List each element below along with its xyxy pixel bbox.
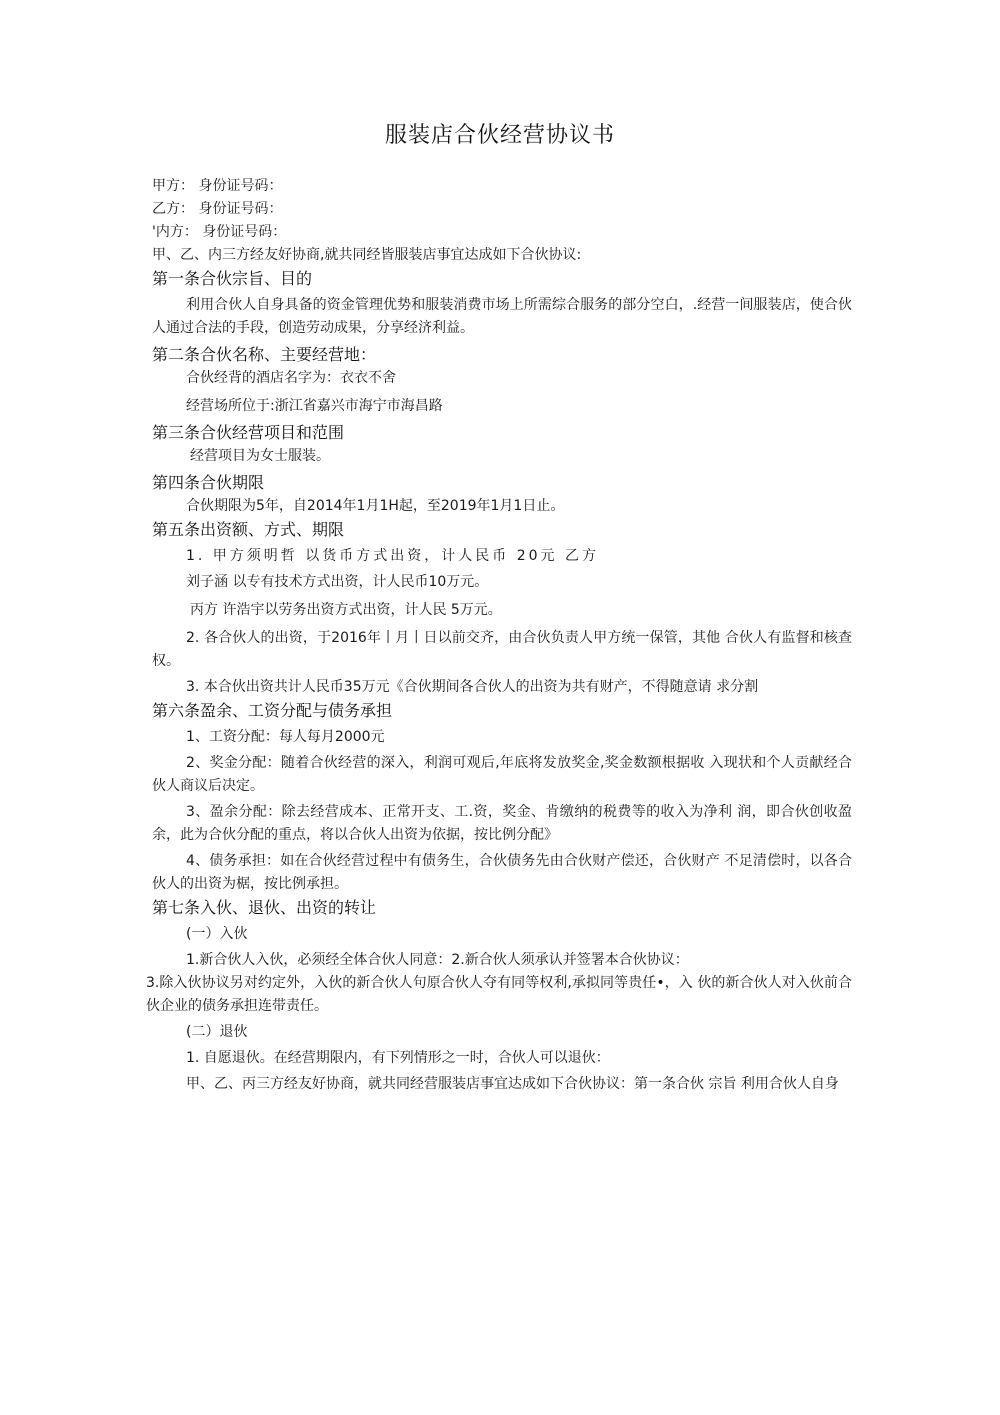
- article7-sub1-item1: 1.新合伙人入伙，必须经全体合伙人同意：2.新合伙人须承认并签署本合伙协议：: [186, 952, 689, 968]
- article1-text: 利用合伙人自身具备的资金管理优势和服装消费市场上所需综合服务的部分空白，.经营一间服装店，使合伙人通过合法的手段，创造劳动成果，分享经济利益。: [152, 297, 852, 336]
- article7-sub2-item1: 1. 自愿退伙。在经营期限内，有下列情形之一时，合伙人可以退伙：: [186, 1050, 610, 1066]
- closing-text: 甲、乙、丙三方经友好协商，就共同经营服装店事宜达成如下合伙协议：第一条合伙 宗旨 利用合伙人自身: [186, 1076, 839, 1092]
- party-a-line: 甲方： 身份证号码：: [152, 178, 283, 194]
- article7-heading: 第七条入伙、退伙、出资的转让: [152, 898, 377, 917]
- party-c-line: '内方： 身份证号码：: [152, 224, 287, 240]
- article5-item1-line2: 刘子涵 以专有技术方式出资，计人民币10万元。: [186, 574, 489, 590]
- article5-item2: 2. 各合伙人的出资，于2016年丨月丨日以前交齐，由合伙负责人甲方统一保管，其他 合伙人有监督和核查权。: [152, 630, 852, 669]
- article5-item1-line3: 丙方 许浩宇以劳务出资方式出资，计人民 5万元。: [190, 602, 502, 618]
- article6-item2: 2、奖金分配：随着合伙经营的深入，利润可观后,年底将发放奖金,奖金数额根据收 入现状和个人贡献经合伙人商议后决定。: [152, 755, 852, 794]
- article5-heading: 第五条出资额、方式、期限: [152, 520, 345, 539]
- article6-item3: 3、盈余分配：除去经营成本、正常开支、工.资，奖金、肯缴纳的税费等的收入为净利 润，即合伙创收盈余，此为合伙分配的重点，将以合伙人出资为依据，按比例分配》: [152, 804, 852, 843]
- article7-sub1-item3: 3.除入伙协议另对约定外，入伙的新合伙人句原合伙人夺有同等权利,承拟同等贵任•，入 伙的新合伙人对入伙前合伙企业的债务承担连带责任。: [146, 975, 852, 1014]
- article6-item4: 4、债务承担：如在合伙经营过程中有债务生，合伙债务先由合伙财产偿还，合伙财产 不足清偿时，以各合伙人的出资为椐，按比例承担。: [152, 853, 852, 892]
- article7-sub1-heading: (一）入伙: [186, 926, 248, 942]
- article4-text: 合伙期限为5年，自2014年1月1H起，至2019年1月1日止。: [186, 498, 565, 514]
- document-title: 服装店合伙经营协议书: [384, 123, 615, 148]
- intro-line: 甲、乙、内三方经友好协商,就共同经皆服装店事宜达成如下合伙协议:: [152, 247, 582, 263]
- article5-item1-line1: 1. 甲方须明哲 以货币方式出资，计人民币 20元 乙方: [186, 548, 599, 564]
- document-body: [146, 175, 852, 1096]
- article1-heading: 第一条合伙宗旨、目的: [152, 269, 313, 288]
- article2-heading: 第二条合伙名称、主要经营地：: [152, 345, 377, 364]
- article6-heading: 第六条盈余、工资分配与债务承担: [152, 701, 393, 720]
- article4-heading: 第四条合伙期限: [152, 473, 265, 492]
- article2-store-location: 经营场所位于:浙江省嘉兴市海宁市海昌路: [186, 398, 443, 414]
- article7-sub2-heading: (二）退伙: [186, 1024, 248, 1040]
- party-b-line: 乙方： 身份证号码：: [152, 201, 283, 217]
- article2-store-name: 合伙经背的酒店名字为：衣衣不舍: [186, 370, 396, 386]
- article6-item1: 1、工资分配：每人每月2000元: [186, 729, 385, 745]
- article5-item3: 3. 本合伙出资共计人民币35万元《合伙期间各合伙人的出资为共有财产，不得随意请 求分割: [186, 679, 759, 695]
- article3-heading: 第三条合伙经营项目和范围: [152, 423, 345, 442]
- article3-text: 经营项目为女士服装。: [190, 448, 330, 464]
